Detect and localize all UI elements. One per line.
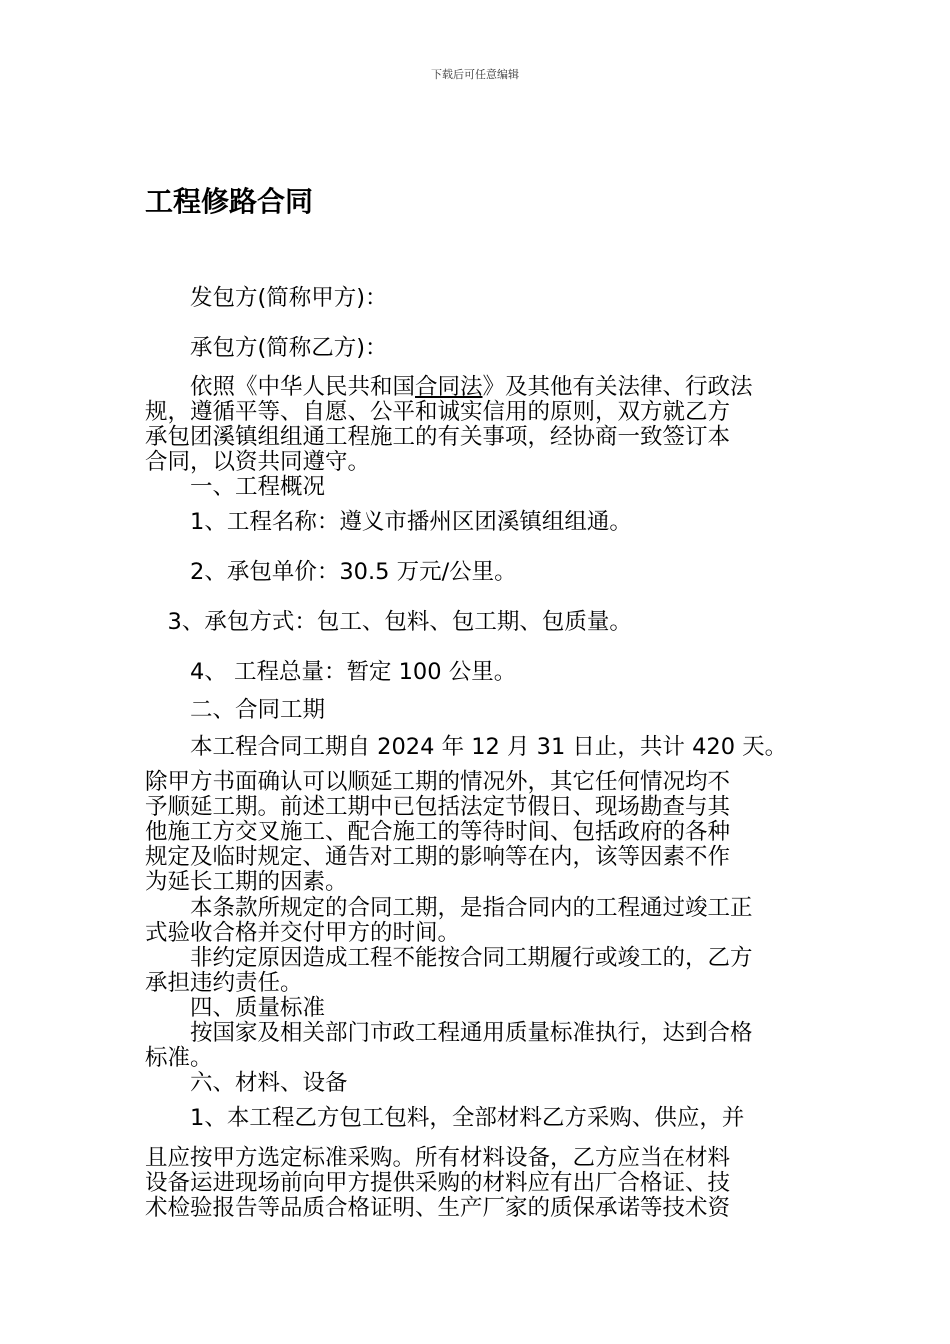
- materials-line-4: 术检验报告等品质合格证明、生产厂家的质保承诺等技术资: [145, 1195, 731, 1221]
- period-line-7: 本条款所规定的合同工期，是指合同内的工程通过竣工正: [145, 895, 753, 921]
- party-a-line: 发包方(简称甲方)：: [145, 285, 388, 311]
- materials-line-1: 1、本工程乙方包工包料，全部材料乙方采购、供应，并: [145, 1105, 745, 1131]
- header-note: 下载后可任意编辑: [431, 68, 519, 81]
- period-line-4: 他施工方交叉施工、配合施工的等待时间、包括政府的各种: [145, 819, 731, 845]
- preamble-text-1: 依照《中华人民共和国: [145, 374, 416, 400]
- contract-method-line: 3、承包方式：包工、包料、包工期、包质量。: [145, 609, 632, 635]
- preamble-text-2: 》及其他有关法律、行政法: [482, 374, 753, 400]
- preamble-line-4: 合同，以资共同遵守。: [145, 449, 371, 475]
- total-quantity-line: 4、 工程总量：暂定 100 公里。: [145, 659, 517, 685]
- unit-price-line: 2、承包单价：30.5 万元/公里。: [145, 559, 517, 585]
- quality-line-1: 按国家及相关部门市政工程通用质量标准执行，达到合格: [145, 1020, 753, 1046]
- period-line-6: 为延长工期的因素。: [145, 869, 348, 895]
- section-heading-period: 二、合同工期: [145, 697, 326, 723]
- period-line-9: 非约定原因造成工程不能按合同工期履行或竣工的，乙方: [145, 945, 753, 971]
- materials-line-2: 且应按甲方选定标准采购。所有材料设备，乙方应当在材料: [145, 1145, 731, 1171]
- section-heading-materials: 六、材料、设备: [145, 1070, 348, 1096]
- quality-line-2: 标准。: [145, 1045, 213, 1071]
- contract-law-link: 合同法: [415, 374, 483, 400]
- period-line-10: 承担违约责任。: [145, 970, 303, 996]
- project-name-line: 1、工程名称：遵义市播州区团溪镇组组通。: [145, 509, 632, 535]
- period-line-5: 规定及临时规定、通告对工期的影响等在内，该等因素不作: [145, 844, 731, 870]
- period-line-1: 本工程合同工期自 2024 年 12 月 31 日止，共计 420 天。: [145, 734, 788, 760]
- section-heading-quality: 四、质量标准: [145, 995, 326, 1021]
- preamble-line-3: 承包团溪镇组组通工程施工的有关事项，经协商一致签订本: [145, 424, 731, 450]
- period-line-3: 予顺延工期。前述工期中已包括法定节假日、现场勘查与其: [145, 794, 731, 820]
- materials-line-3: 设备运进现场前向甲方提供采购的材料应有出厂合格证、技: [145, 1170, 731, 1196]
- period-line-8: 式验收合格并交付甲方的时间。: [145, 920, 461, 946]
- party-b-line: 承包方(简称乙方)：: [145, 335, 388, 361]
- period-line-2: 除甲方书面确认可以顺延工期的情况外，其它任何情况均不: [145, 769, 731, 795]
- preamble-line-2: 规，遵循平等、自愿、公平和诚实信用的原则，双方就乙方: [145, 399, 731, 425]
- preamble-line-1: [145, 375, 810, 399]
- page-title: 工程修路合同: [145, 185, 314, 218]
- section-heading-overview: 一、工程概况: [145, 474, 326, 500]
